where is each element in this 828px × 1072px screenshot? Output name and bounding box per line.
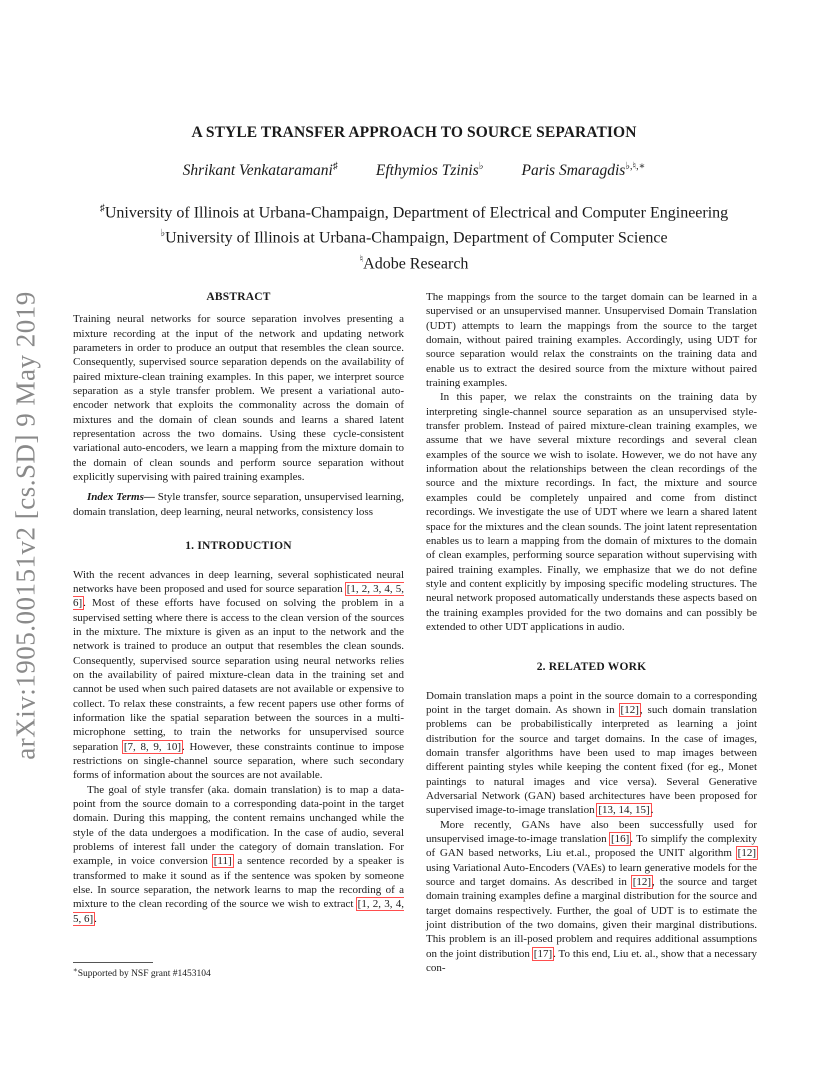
affiliation: ♭University of Illinois at Urbana-Champaign, Department of Computer Science <box>160 228 668 247</box>
footnote: ∗Supported by NSF grant #1453104 <box>73 966 211 980</box>
arxiv-id-text: arXiv:1905.00151v2 [cs.SD] 9 May 2019 <box>10 290 41 760</box>
intro-paragraph-2: The goal of style transfer (aka. domain translation) is to map a data-point from the source domain to a corresponding data-point in the target domain. During this mapping, the content remains unchanged while the style of the data undergoes a modification. In the case of audio, several problems of interest fall under the category of domain translation. For example, in voice conversion [11] a sentence recorded by a speaker is transformed to make it sound as if the sentence was spoken by someone else. In source separation, the network learns to map the recording of a mixture to the clean recording of the source we wish to extract [1, 2, 3, 4, 5, 6]. <box>73 783 404 925</box>
paper-title: A STYLE TRANSFER APPROACH TO SOURCE SEPARATION <box>191 124 637 141</box>
related-paragraph-2: More recently, GANs have also been successfully used for unsupervised image-to-image translation [16]. To simplify the complexity of GAN based networks, Liu et.al., proposed the UNIT algorithm [12] using Variational Auto-Encoders (VAEs) to learn generative models for the source and target domains. As described in [12], the source and target domain training examples define a marginal distribution for the source and target domains respectively. Further, the goal of UDT is to estimate the joint distribution of the two domains, given their marginal distributions. This problem is an ill-posed problem and requires additional assumptions on the joint distribution [17]. To this end, Liu et. al., show that a necessary con- <box>426 818 758 975</box>
related-paragraph-1: Domain translation maps a point in the source domain to a corresponding point in the target domain. As shown in [12], such domain translation problems can be probabilistically interpreted as learning a joint distribution for the source and target domains. In the case of images, domain transfer algorithms have been used to map images between different painting styles while keeping the content fixed (for eg., Monet paintings to natural images and vice versa). Several Generative Adversarial Network (GAN) based architectures have been proposed for supervised image-to-image translation [13, 14, 15]. <box>426 689 758 817</box>
abstract-heading: ABSTRACT <box>206 291 271 303</box>
affiliation: ♮Adobe Research <box>359 253 469 272</box>
related-work-heading: 2. RELATED WORK <box>536 661 647 674</box>
citation-link[interactable]: [1, 2, 3, 4, 5, 6] <box>73 898 404 925</box>
citation-link[interactable]: [12] <box>632 876 652 889</box>
citation-link[interactable]: [16] <box>610 833 630 846</box>
author-list <box>120 161 708 180</box>
citation-link[interactable]: [17] <box>533 947 553 960</box>
footnote-rule <box>73 962 153 963</box>
citation-link[interactable]: [7, 8, 9, 10] <box>123 740 182 753</box>
citation-link[interactable]: [11] <box>213 855 232 868</box>
index-terms: Index Terms— Style transfer, source separation, unsupervised learning, domain translation, deep learning, neural networks, consistency loss <box>73 491 405 518</box>
citation-link[interactable]: [1, 2, 3, 4, 5, 6] <box>73 582 404 610</box>
author: Shrikant Venkataramani♯ <box>182 161 338 180</box>
arxiv-sidebar-stamp <box>4 280 48 770</box>
intro-heading: 1. INTRODUCTION <box>185 540 292 553</box>
author: Paris Smaragdis♭,♮,∗ <box>521 161 646 180</box>
affiliation: ♯University of Illinois at Urbana-Champaign, Department of Electrical and Computer Engineering <box>99 203 729 222</box>
right-column <box>426 290 757 975</box>
citation-link[interactable]: [12] <box>737 847 756 860</box>
citation-link[interactable]: [12] <box>620 703 639 716</box>
affiliation-list <box>60 198 768 274</box>
abstract-text: Training neural networks for source separation involves presenting a mixture recording at the input of the network and updating network parameters in order to produce an output that resembles the clean source. Consequently, supervised source separation depends on the availability of paired mixture-clean training examples. In this paper, we interpret source separation as a style transfer problem. We present a variational auto-encoder network that exploits the commonality across the domain of mixtures and the domain of clean sounds and learns a shared latent representation across the two domains. Using these cycle-consistent variational auto-encoders, we learn a mapping from the mixture domain to the domain of clean sounds and perform source separation without explicitly supervising with paired training examples. <box>73 313 404 484</box>
author: Efthymios Tzinis♭ <box>375 161 484 180</box>
citation-link[interactable]: [13, 14, 15] <box>598 804 650 817</box>
intro-paragraph-3: The mappings from the source to the target domain can be learned in a supervised or an unsupervised manner. Unsupervised Domain Translation (UDT) attempts to learn the mappings from the source to the target domain, without paired training examples. Accordingly, using UDT for source separation would relax the constraints on the training data and enable us to extract the desired source from the mixture without paired training examples. <box>426 291 757 390</box>
intro-paragraph-4: In this paper, we relax the constraints on the training data by interpreting single-channel source separation as an unsupervised style-transfer problem. Instead of paired mixture-clean training examples, we assume that we have several mixture recordings and several clean examples of the source we wish to isolate. However, we do not have any information about the relationships between the clean recordings of the source and the mixture recordings. In fact, the mixture and source examples could be completely unpaired and come from distinct recordings. We investigate the use of UDT where we learn a shared latent space for the mixtures and the clean sounds. The joint latent representation enables us to learn a mapping from the domain of mixtures to the domain of clean examples, performing source separation without supervising with paired training examples. Finally, we emphasize that we do not define style and content explicitly by imposing specific modeling structures. The neural network proposed automatically understands these aspects based on the training examples provided for the two domains and can possibly be extended to other UDT applications in audio. <box>426 391 757 633</box>
intro-paragraph-1: With the recent advances in deep learning, several sophisticated neural networks have been proposed and used for source separation [1, 2, 3, 4, 5, 6]. Most of these efforts have focused on solving the problem in a supervised setting where there is access to the clean version of the sources in the mixture. The mixture is given as an input to the network and the network is trained to produce an output that resembles the clean sounds. Consequently, supervised source separation using neural networks relies on the availability of paired mixture-clean data in the training set and cannot be used when such paired datasets are not available or expensive to collect. To relax these constraints, a few recent papers use other forms of information like the spatial separation between the sources in a multi-microphone setting, to train the networks for unsupervised source separation [7, 8, 9, 10]. However, these constraints continue to impose restrictions on single-channel source separation, where such secondary forms of information about the sources are not available. <box>73 568 404 782</box>
left-column <box>73 290 404 926</box>
